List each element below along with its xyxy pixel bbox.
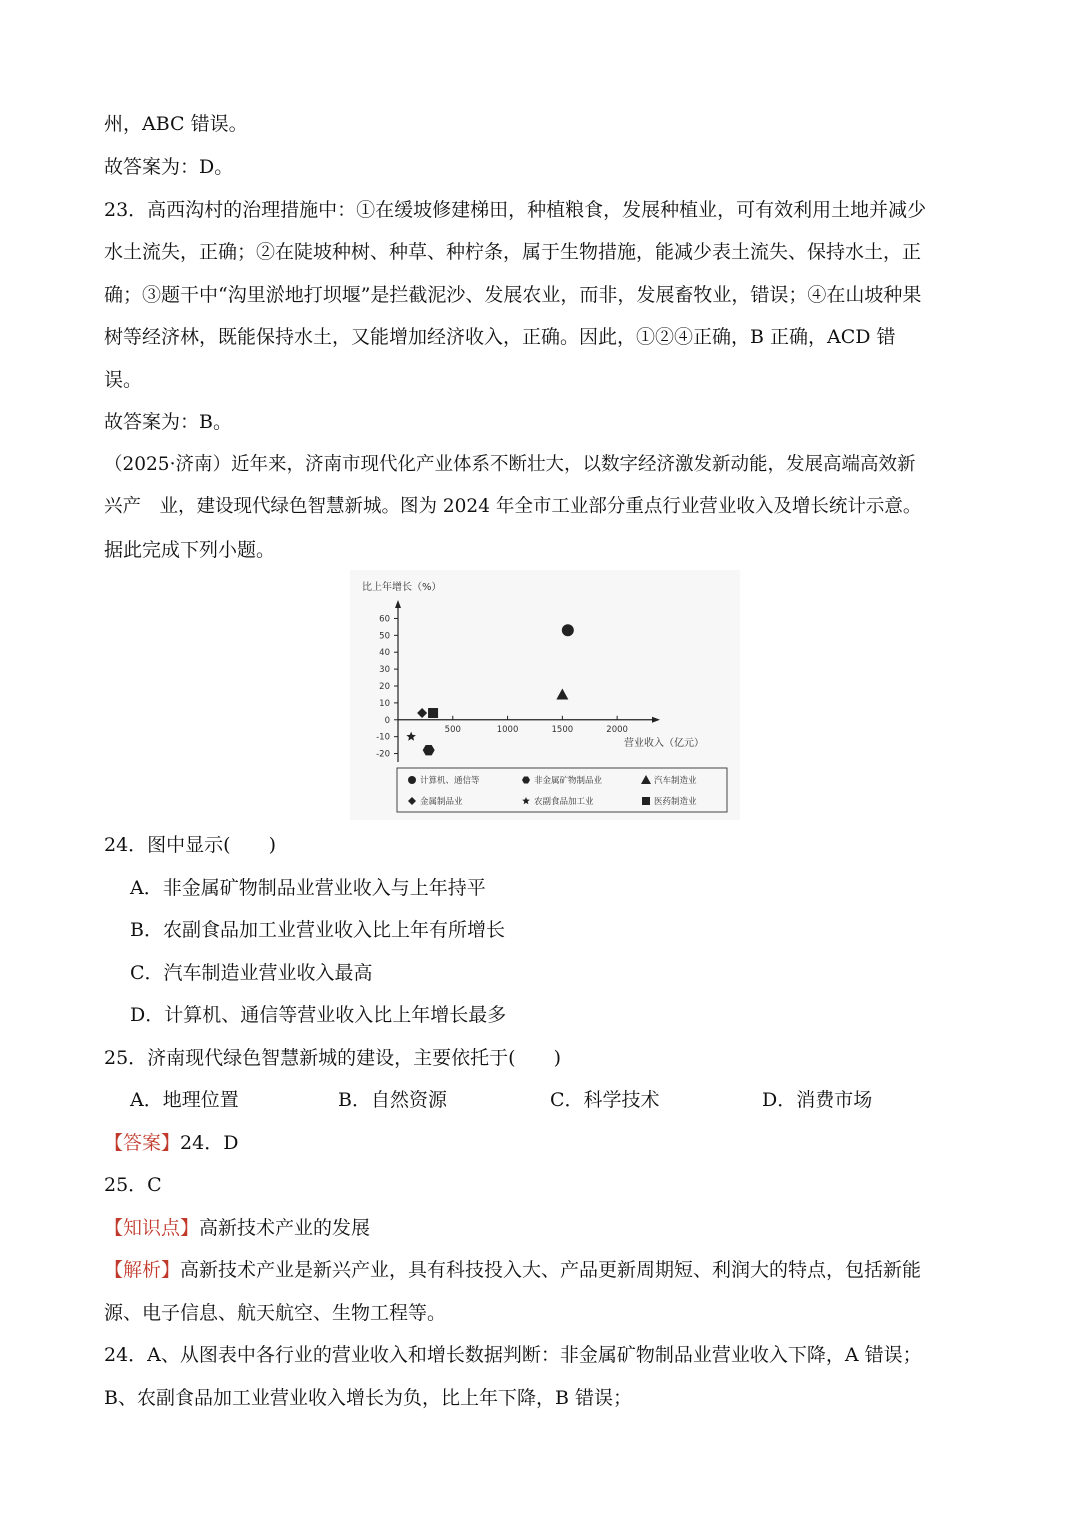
x-tick-label: 2000 [606,724,628,735]
legend-marker [642,797,650,805]
analysis-line-2: 源、电子信息、航天航空、生物工程等。 [104,1302,447,1324]
text-line-4: 水土流失，正确；②在陡坡种树、种草、种柠条，属于生物措施，能减少表土流失、保持水土，正 [104,241,922,263]
analysis-tag: 【解析】 [104,1259,181,1281]
legend-label: 非金属矿物制品业 [534,776,603,786]
q24-stem: 24．图中显示( ) [104,834,277,856]
text-line-3: 23．高西沟村的治理措施中：①在缓坡修建梯田，种植粮食，发展种植业，可有效利用土地并减少 [104,199,927,221]
y-tick-label: -10 [376,732,390,743]
y-tick-label: 0 [384,715,390,726]
y-tick-label: 40 [379,648,390,659]
text-line-1: 州，ABC 错误。 [104,113,248,135]
q24-option-a: A．非金属矿物制品业营业收入与上年持平 [130,877,486,899]
answer-24: 24．D [180,1132,239,1154]
text-line-9: （2025·济南）近年来，济南市现代化产业体系不断壮大，以数字经济激发新动能，发展高端高效新 [104,454,916,475]
point-square [428,708,438,718]
x-tick-label: 1500 [551,724,574,735]
q24-option-d: D．计算机、通信等营业收入比上年增长最多 [130,1004,507,1026]
q25-option-d: D．消费市场 [762,1089,873,1111]
q25-stem: 25．济南现代绿色智慧新城的建设，主要依托于( ) [104,1047,562,1069]
legend-label: 汽车制造业 [654,776,697,786]
x-axis-label: 营业收入（亿元） [624,737,704,749]
q24-option-c: C．汽车制造业营业收入最高 [130,962,373,984]
point-circle [562,624,574,636]
text-line-6: 树等经济林，既能保持水土，又能增加经济收入，正确。因此，①②④正确，B 正确，ACD 错 [104,326,896,348]
scatter-chart [350,570,740,820]
q24-option-b: B．农副食品加工业营业收入比上年有所增长 [130,919,505,941]
analysis-text-1: 高新技术产业是新兴产业，具有科技投入大、产品更新周期短、利润大的特点，包括新能 [180,1259,922,1281]
legend-label: 金属制品业 [420,797,463,807]
legend-label: 计算机、通信等 [420,776,480,786]
text-line-2: 故答案为：D。 [104,156,234,178]
y-axis-label: 比上年增长（%） [362,582,442,593]
legend-marker [408,776,416,784]
text-line-5: 确；③题干中“沟里淤地打坝堰”是拦截泥沙、发展农业，而非，发展畜牧业，错误；④在山坡种果 [104,284,922,306]
answer-tag: 【答案】 [104,1132,181,1154]
answer-line [104,1131,238,1155]
legend-label: 农副食品加工业 [534,797,594,807]
answer-25: 25．C [104,1174,162,1196]
knowledge-line [104,1216,370,1240]
analysis-line-3: 24．A、从图表中各行业的营业收入和增长数据判断：非金属矿物制品业营业收入下降，A 错误； [104,1344,922,1366]
text-line-11: 据此完成下列小题。 [104,539,276,561]
y-tick-label: 30 [379,665,390,676]
knowledge-text: 高新技术产业的发展 [199,1217,371,1239]
y-tick-label: 60 [379,614,390,625]
knowledge-tag: 【知识点】 [104,1217,200,1239]
y-tick-label: 50 [379,631,390,642]
q25-option-a: A．地理位置 [130,1089,239,1111]
q25-option-b: B．自然资源 [338,1089,447,1111]
x-tick-label: 1000 [496,724,519,735]
y-tick-label: 10 [379,698,390,709]
y-tick-label: -20 [376,749,390,760]
y-tick-label: 20 [379,682,390,692]
text-line-10: 兴产 业，建设现代绿色智慧新城。图为 2024 年全市工业部分重点行业营业收入及增长统计示意。 [104,496,922,517]
text-line-7: 误。 [104,369,143,391]
analysis-line-1 [104,1258,921,1282]
text-line-8: 故答案为：B。 [104,411,232,433]
legend-label: 医药制造业 [654,797,697,807]
q25-option-c: C．科学技术 [550,1089,660,1111]
x-tick-label: 500 [444,724,461,735]
analysis-line-4: B、农副食品加工业营业收入增长为负，比上年下降，B 错误； [104,1387,632,1409]
